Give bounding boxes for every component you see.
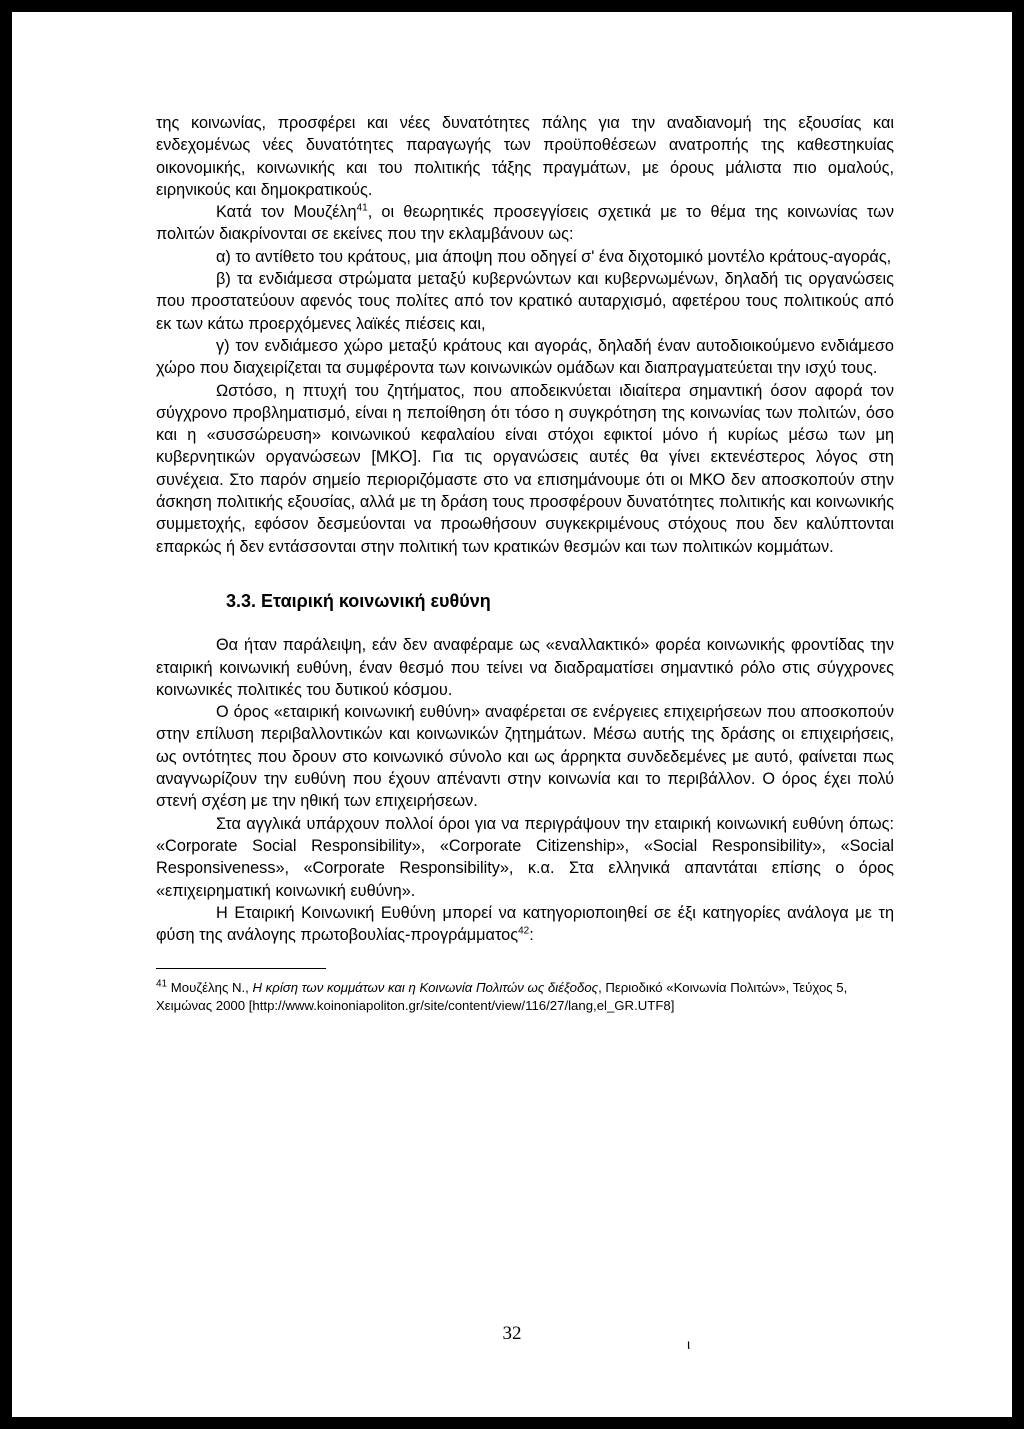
footnote-number: 41	[156, 979, 168, 990]
section-heading	[156, 590, 894, 612]
paragraph: της κοινωνίας, προσφέρει και νέες δυνατότητες πάλης για την αναδιανομή της εξουσίας και ενδεχομένως νέες δυνατότητες παραγωγής των προϋποθέσεων ανατροπής της καθεστηκυίας οικονομικής, κοινωνικής και του πολιτικής τάξης πραγμάτων, με όρους μάλιστα πιο ομαλούς, ειρηνικούς και δημοκρατικούς.	[156, 114, 894, 199]
paragraph	[156, 902, 894, 947]
stray-mark: ι	[687, 1336, 691, 1352]
footnote-divider	[156, 968, 326, 969]
paragraph: Ο όρος «εταιρική κοινωνική ευθύνη» αναφέρεται σε ενέργειες επιχειρήσεων που αποσκοπούν στην επίλυση περιβαλλοντικών και κοινωνικών ζητημάτων. Μέσω αυτής της δράσης οι επιχειρήσεις, ως οντότητες που δρουν στο κοινωνικό σύνολο και ως άρρηκτα συνδεδεμένες με αυτό, φαίνεται πως αναγνωρίζουν την ευθύνη που έχουν απέναντι στην κοινωνία και το περιβάλλον. Ο όρος έχει πολύ στενή σχέση με την ηθική των επιχειρήσεων.	[156, 703, 894, 811]
paragraph-text: :	[529, 926, 534, 945]
footnote-title: Η κρίση των κομμάτων και η Κοινωνία Πολιτών ως διέξοδος	[252, 980, 599, 996]
document-body	[156, 112, 894, 1015]
list-item-b: β) τα ενδιάμεσα στρώματα μεταξύ κυβερνώντων και κυβερνωμένων, δηλαδή τις οργανώσεις που προστατεύουν αφενός τους πολίτες από τον κρατικό αυταρχισμό, αφετέρου τους πολιτικούς από εκ των κάτω προερχόμενες λαϊκές πιέσεις και,	[156, 270, 894, 333]
footnote-ref: 42	[518, 925, 530, 937]
paragraph: Ωστόσο, η πτυχή του ζητήματος, που αποδεικνύεται ιδιαίτερα σημαντική όσον αφορά τον σύγχρονο προβληματισμό, είναι η πεποίθηση ότι τόσο η συγκρότηση της κοινωνίας των πολιτών, όσο και η «συσσώρευση» κοινωνικού κεφαλαίου είναι στόχοι εφικτοί μόνο ή κυρίως μέσω των μη κυβερνητικών οργανώσεων [ΜΚΟ]. Για τις οργανώσεις αυτές θα γίνει εκτενέστερος λόγος στη συνέχεια. Στο παρόν σημείο περιοριζόμαστε στο να επισημάνουμε ότι οι ΜΚΟ δεν αποσκοπούν στην άσκηση πολιτικής εξουσίας, αλλά με τη δράση τους προσφέρουν δυνατότητες πολιτικής και κοινωνικής συμμετοχής, εφόσον δεσμεύονται να προωθήσουν συγκεκριμένους στόχους που δεν καλύπτονται επαρκώς ή δεν εντάσσονται στην πολιτική των κρατικών θεσμών και των πολιτικών κομμάτων.	[156, 381, 894, 556]
section-title: Εταιρική κοινωνική ευθύνη	[261, 590, 491, 611]
footnote-text: , Περιοδικό «Κοινωνία Πολιτών», Τεύχος 5, Χειμώνας 2000 [http://www.koinoniapoliton.gr/site/content/view/116/27/lang,el_GR.UTF8]	[156, 980, 848, 1014]
paragraph-text: , οι θεωρητικές προσεγγίσεις σχετικά με το θέμα της κοινωνίας των πολιτών διακρίνονται σε εκείνες που την εκλαμβάνουν ως:	[156, 203, 894, 244]
footnote-author: Μουζέλης Ν.,	[167, 980, 253, 996]
page-number: 32	[502, 1323, 522, 1344]
paragraph-text: Κατά τον Μουζέλη	[216, 203, 357, 222]
list-item-a: α) το αντίθετο του κράτους, μια άποψη που οδηγεί σ' ένα διχοτομικό μοντέλο κράτους-αγοράς,	[216, 247, 892, 266]
paragraph-text: Η Εταιρική Κοινωνική Ευθύνη μπορεί να κατηγοριοποιηθεί σε έξι κατηγορίες ανάλογα με τη φύση της ανάλογης πρωτοβουλίας-προγράμματος	[156, 903, 894, 945]
list-item-c: γ) τον ενδιάμεσο χώρο μεταξύ κράτους και αγοράς, δηλαδή έναν αυτοδιοικούμενο ενδιάμεσο χώρο που διαχειρίζεται τα συμφέροντα των κοινωνικών ομάδων και διαπραγματεύεται την ισχύ τους.	[156, 336, 894, 378]
section-number: 3.3.	[226, 590, 257, 611]
footnote-ref: 41	[356, 202, 368, 214]
paragraph: Στα αγγλικά υπάρχουν πολλοί όροι για να περιγράψουν την εταιρική κοινωνική ευθύνη όπως: «Corporate Social Responsibility», «Corporate Citizenship», «Social Responsibility», «Social Responsiveness», «Corporate Responsibility», κ.α. Στα ελληνικά απαντάται επίσης ο όρος «επιχειρηματική κοινωνική ευθύνη».	[156, 814, 894, 900]
footnote	[156, 979, 894, 1015]
paragraph: Θα ήταν παράλειψη, εάν δεν αναφέραμε ως «εναλλακτικό» φορέα κοινωνικής φροντίδας την εταιρική κοινωνική ευθύνη, έναν θεσμό που τείνει να διαδραματίσει σημαντικό ρόλο στις σύγχρονες κοινωνικές πολιτικές του δυτικού κόσμου.	[156, 636, 894, 699]
paragraph	[156, 201, 894, 246]
